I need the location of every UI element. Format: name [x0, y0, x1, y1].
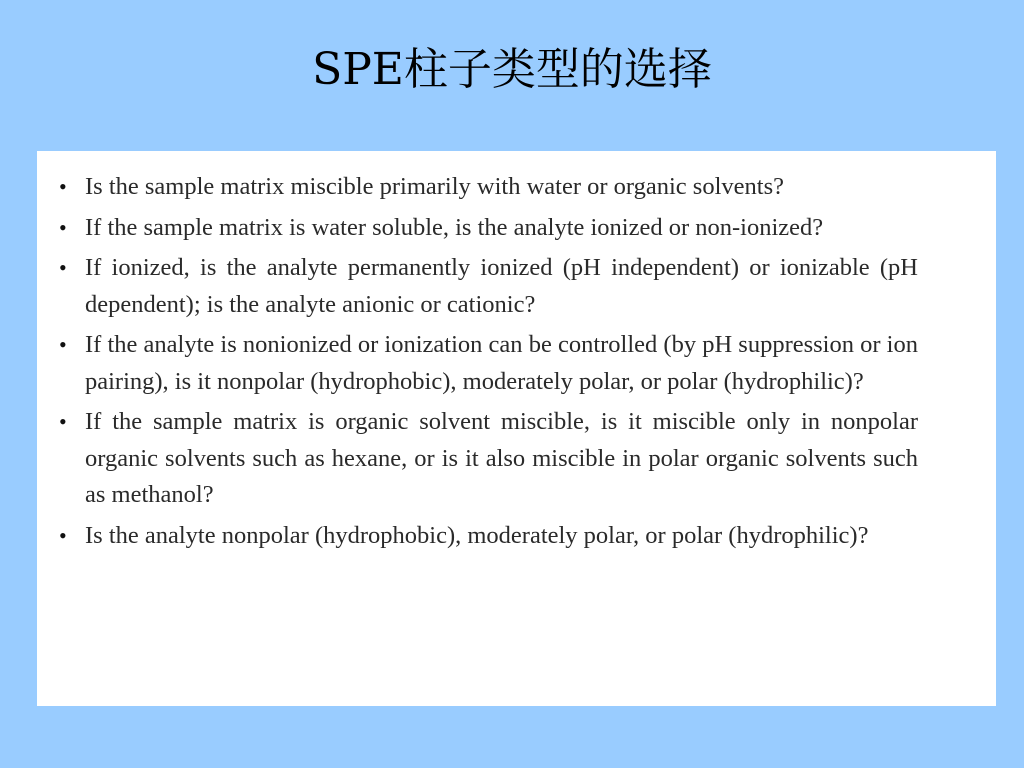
- question-list: [59, 169, 918, 554]
- question-text: Is the sample matrix miscible primarily with water or organic solvents?: [85, 173, 784, 200]
- question-text: If ionized, is the analyte permanently ionized (pH independent) or ionizable (pH dependent); is the analyte anionic or cationic?: [85, 254, 918, 318]
- content-panel: [37, 151, 996, 706]
- list-item: [59, 210, 918, 247]
- bullet-dot-icon: •: [59, 332, 67, 357]
- slide-title: SPE柱子类型的选择: [312, 44, 712, 95]
- bullet-dot-icon: •: [59, 174, 67, 199]
- bullet-dot-icon: •: [59, 522, 67, 548]
- bullet-dot-icon: •: [59, 214, 67, 240]
- question-text: If the sample matrix is organic solvent miscible, is it miscible only in nonpolar organic solvents such as hexane, or is it also miscible in polar organic solvents such as methanol?: [85, 408, 918, 508]
- list-item: [59, 518, 918, 555]
- list-item: [59, 404, 918, 514]
- list-item: [59, 250, 918, 323]
- bullet-dot-icon: •: [59, 255, 67, 280]
- question-text: If the analyte is nonionized or ionization can be controlled (by pH suppression or ion pairing), is it nonpolar (hydrophobic), moderately polar, or polar (hydrophilic)?: [85, 331, 918, 395]
- list-item: [59, 327, 918, 400]
- list-item: [59, 169, 918, 206]
- question-text: If the sample matrix is water soluble, is the analyte ionized or non-ionized?: [85, 213, 824, 241]
- bullet-dot-icon: •: [59, 409, 67, 434]
- question-text: Is the analyte nonpolar (hydrophobic), moderately polar, or polar (hydrophilic)?: [85, 521, 869, 549]
